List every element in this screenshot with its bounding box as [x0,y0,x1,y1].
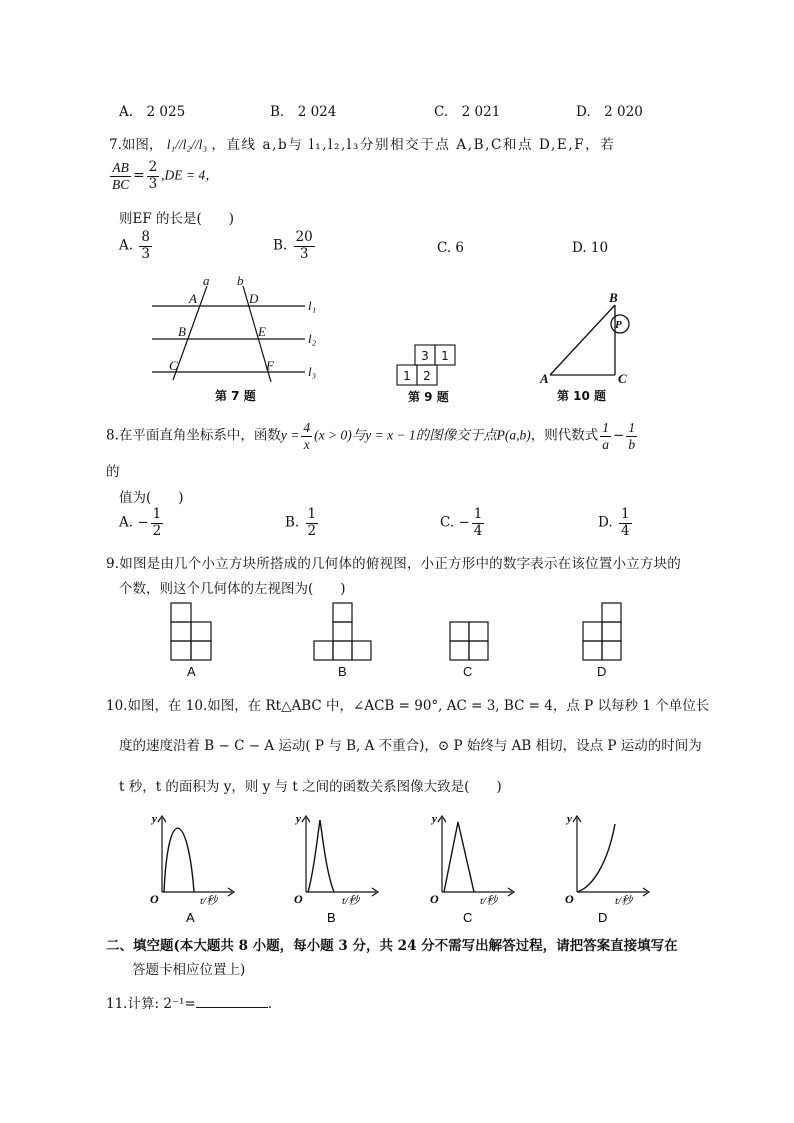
q8-e2-den: b [628,436,636,452]
q7-cond: ,DE = 4， [161,167,219,183]
q8-opt-c-label: C. [440,514,455,531]
q8-opt-d-num: 1 [620,506,630,522]
label-b: b [237,273,244,288]
q7-ratio-fraction [110,160,131,192]
q7-stem-mid: ，直线 a,b与 l₁,l₂,l₃分别相交于点 A,B,C和点 D,E,F，若 [211,137,616,153]
q8-opt-a-label: A. [119,514,134,531]
q7-prefix: 7.如图， [109,137,163,153]
label-A: A [540,371,549,386]
q8-func-frac [301,420,312,452]
figure-10 [535,290,645,410]
q9-label-d: D [597,664,607,679]
q6-option-b: B. 2 024 [270,104,337,120]
q7-condition [108,160,219,192]
q10-line1: 10.如图，在 10.如图，在 Rt△ABC 中，∠ACB = 90°, AC = 3, BC = 4，点 P 以每秒 1 个单位长 [106,698,710,714]
q8-opt-b-label: B. [285,514,300,531]
fig9-caption: 第 9 题 [408,390,449,404]
curve-d [577,824,615,892]
q9-figure-b [313,602,375,682]
graph-c-y: y [432,813,437,825]
q8-e2-frac [626,420,637,452]
graph-d-label: D [598,910,608,925]
graph-b-y: y [296,813,301,825]
graph-a-t: t/秒 [200,895,218,907]
q7-option-d: D. 10 [572,240,609,256]
q9-label-a: A [187,664,196,679]
q8-func-y: y = [280,427,300,443]
section-2-line2: 答题卡相应位置上) [132,962,246,978]
q11-end: . [267,996,273,1012]
graph-a-y: y [152,813,157,825]
curve-c [444,822,474,892]
q8-point: P(a,b) [496,427,531,443]
fig9-cell-3: 3 [421,349,429,363]
graph-b-o: O [294,892,303,906]
curve-b [308,820,334,892]
q7-option-b [273,230,317,262]
graph-b-label: B [327,910,336,925]
graph-c-t: t/秒 [480,895,498,907]
q7-opt-b-num: 20 [295,229,313,245]
label-l1: l₁ [308,298,317,313]
label-a: a [203,273,210,288]
label-D: D [249,291,259,306]
q8-opt-d-den: 4 [620,522,630,539]
q7-eq: = [133,167,145,184]
graph-d-y: y [567,813,572,825]
q7-parallel: l₁//l₂//l₃ [166,137,208,152]
q8-ask: 值为( ) [119,490,184,506]
q8-e1-frac [600,420,611,452]
label-B: B [178,324,186,339]
label-F: F [266,358,274,373]
graph-d-t: t/秒 [615,895,633,907]
label-l3: l₃ [308,364,317,379]
q6-option-a: A. 2 025 [119,104,186,120]
q7-opt-b-frac [294,230,315,262]
label-C: C [169,358,178,373]
q8-func-den: x [303,436,310,452]
q11 [106,992,272,1012]
graph-a-label: A [186,910,195,925]
q7-value-den: 3 [148,175,158,192]
q7-opt-b-label: B. [273,237,288,254]
q11-answer-blank[interactable] [196,995,268,1008]
q7-ratio-num: AB [110,160,131,177]
q9-figure-a [168,602,216,682]
q8-opt-c-sign: − [458,514,470,531]
section-2-line1: 二、填空题(本大题共 8 小题，每小题 3 分，共 24 分不需写出解答过程，请把答案直接填写在 [106,938,678,954]
q8-opt-b-den: 2 [307,522,317,539]
q7-opt-a-frac [139,230,152,262]
q7-ratio-den: BC [112,176,130,192]
q8-opt-a-num: 1 [152,506,162,522]
label-A: A [189,291,197,306]
q8-tail: 的 [106,464,120,480]
q8-func-num: 4 [303,420,311,435]
label-P: P [615,319,622,331]
q10-graph-c [428,812,518,927]
fig9-cell-2: 2 [423,369,431,383]
label-l2: l₂ [308,331,317,346]
q10-graph-a [148,812,238,927]
fig7-caption: 第 7 题 [215,389,256,403]
label-C: C [618,371,627,386]
q11-expr: 2⁻¹= [163,996,196,1012]
q7-value-num: 2 [148,159,158,175]
figure-9 [395,343,475,409]
q8-opt-c-num: 1 [473,506,483,522]
q9-label-c: C [463,664,473,679]
q8-stem-a: 8.在平面直角坐标系中，函数 [106,427,281,444]
q7-stem [109,133,615,153]
fig9-cell-1a: 1 [441,349,449,363]
q8-opt-a-sign: − [137,514,149,531]
q7-value-fraction [147,160,160,192]
q9-label-b: B [338,664,347,679]
q8-opt-c-den: 4 [473,522,483,539]
q9-line1: 9.如图是由几个小立方块所搭成的几何体的俯视图，小正方形中的数字表示在该位置小立方块的 [106,556,681,572]
q8-opt-a-frac [151,507,164,539]
q10-line3: t 秒，t 的面积为 y，则 y 与 t 之间的函数关系图像大致是( ) [119,779,502,795]
q7-opt-a-den: 3 [141,245,150,262]
side-AB [550,305,615,375]
graph-d-o: O [565,892,574,906]
q8-e2-num: 1 [628,420,636,435]
graph-c-o: O [430,892,439,906]
q8-stem-b: ，则代数式 [530,427,599,444]
graph-b-t: t/秒 [342,895,360,907]
graph-c-label: C [463,910,473,925]
graph-a-o: O [150,892,159,906]
section-2-heading [106,934,678,954]
q7-opt-a-label: A. [119,237,134,254]
figure-7 [140,272,330,407]
q8-e1-den: a [602,436,610,452]
q6-option-c: C. 2 021 [434,104,501,120]
q8-option-d [598,507,634,539]
q8-minus: − [613,427,625,444]
q6-option-d: D. 2 020 [576,104,643,120]
q11-text: 11.计算: [106,996,160,1012]
q7-opt-b-den: 3 [299,245,309,262]
q8-e1-num: 1 [602,420,610,435]
q10-graph-d [563,812,653,927]
fig9-cell-1b: 1 [403,369,411,383]
curve-a [164,828,194,892]
fig10-caption: 第 10 题 [557,389,607,403]
q8-option-c [440,507,486,539]
q8-opt-a-den: 2 [152,522,162,539]
q9-figure-c [448,620,490,682]
q7-ask: 则EF 的长是( ) [119,211,235,227]
label-B: B [609,290,618,305]
q9-line2: 个数，则这个几何体的左视图为( ) [119,581,346,597]
q8-opt-b-frac [306,507,319,539]
q10-line2: 度的速度沿着 B − C − A 运动( P 与 B, A 不重合)，⊙ P 始终与 AB 相切，设点 P 运动的时间为 [119,738,702,754]
q7-option-c: C. 6 [437,240,465,256]
label-E: E [258,324,266,339]
q9-figure-d [581,602,623,682]
q8-option-a [119,507,165,539]
q8-func-cond: (x > 0)与y = x − 1的图像交于点 [314,427,497,443]
q10-graph-b [292,812,382,927]
q8-stem [106,420,639,452]
q8-opt-b-num: 1 [307,506,317,522]
q8-opt-d-frac [619,507,632,539]
q7-option-a [119,230,154,262]
q8-opt-d-label: D. [598,514,613,531]
q8-option-b [285,507,320,539]
q8-opt-c-frac [472,507,485,539]
q7-opt-a-num: 8 [141,229,150,245]
